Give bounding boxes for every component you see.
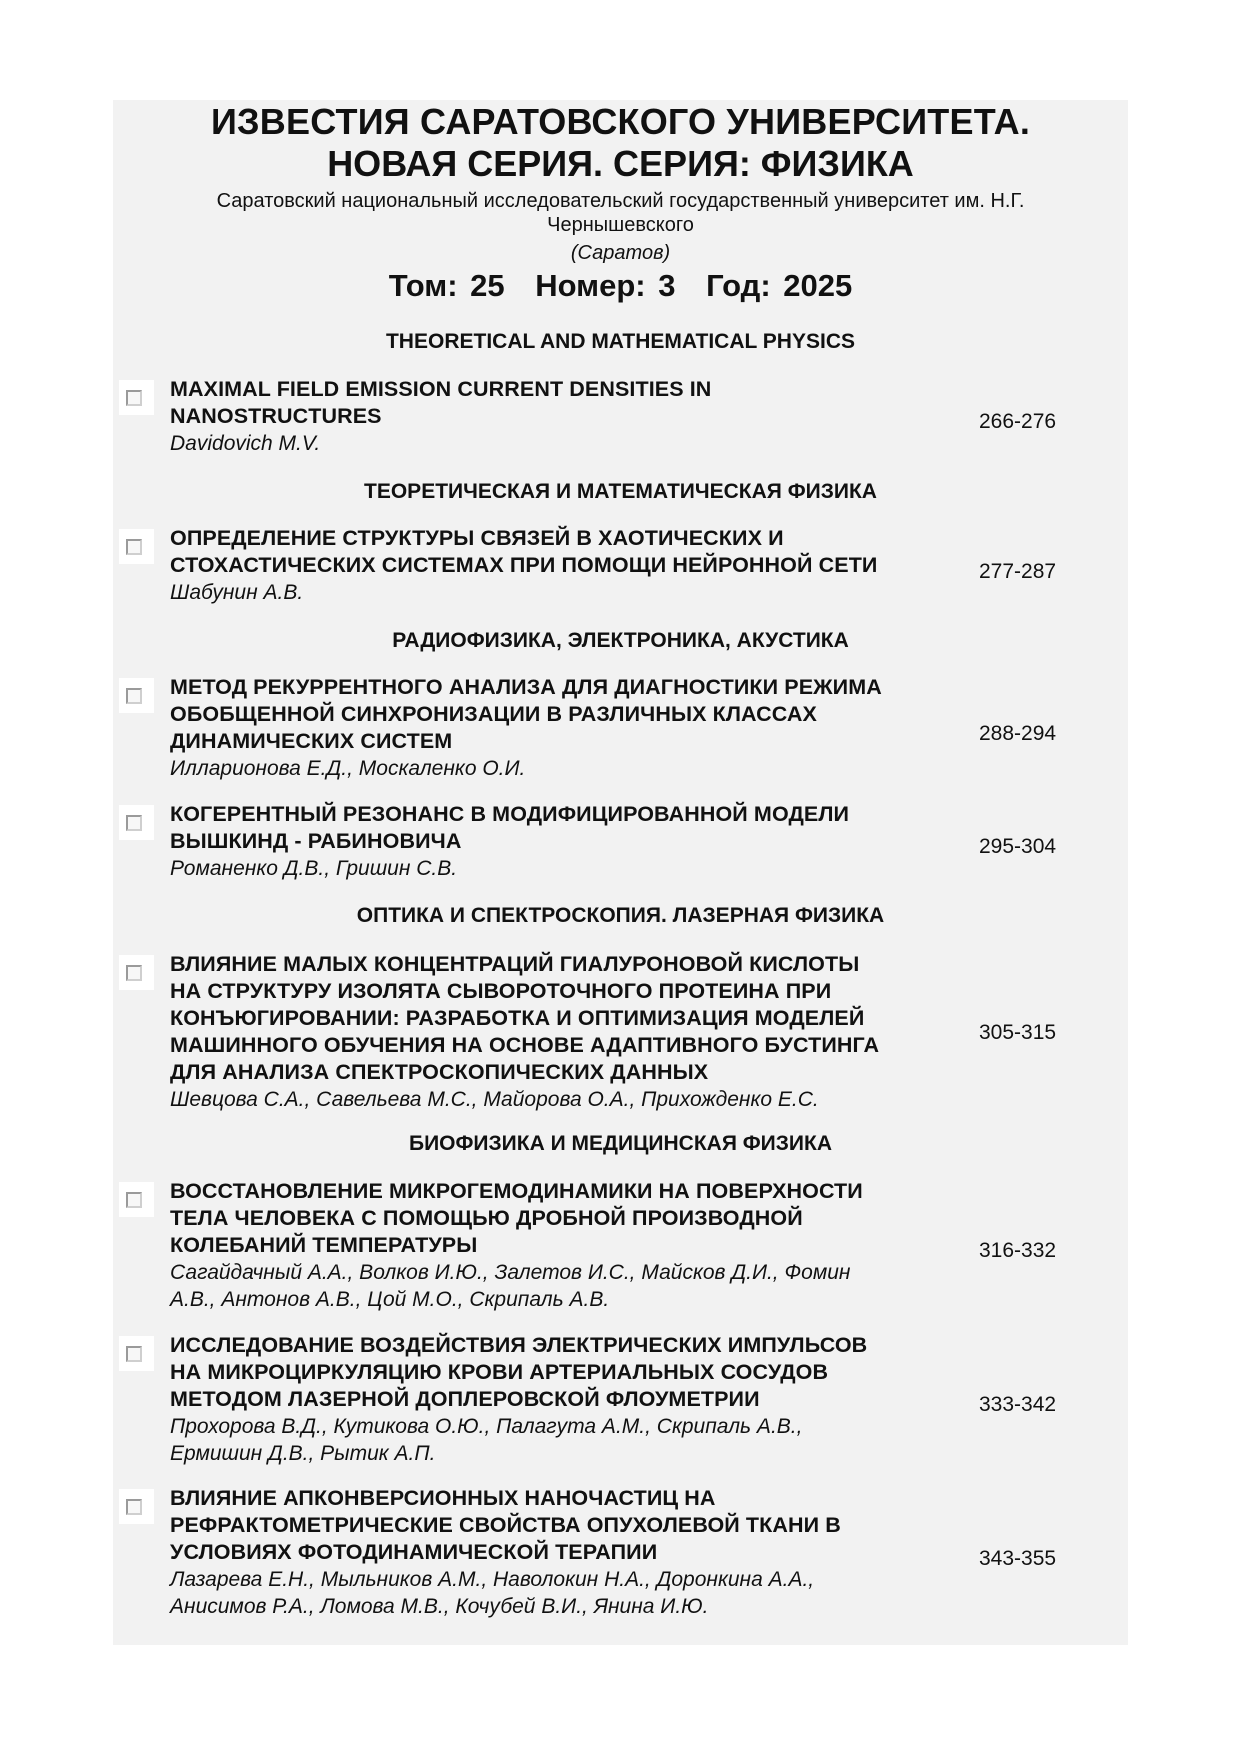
title-line: КОНЪЮГИРОВАНИИ: РАЗРАБОТКА И ОПТИМИЗАЦИЯ МОДЕЛЕЙ xyxy=(170,1006,865,1030)
authors-line: Лазарева Е.Н., Мыльников А.М., Наволокин Н.А., Доронкина А.А., xyxy=(170,1568,815,1591)
checkbox-icon xyxy=(126,1346,142,1362)
article-pages: 305-315 xyxy=(979,1021,1057,1044)
section-heading: БИОФИЗИКА И МЕДИЦИНСКАЯ ФИЗИКА xyxy=(408,1132,832,1155)
authors-line: А.В., Антонов А.В., Цой М.О., Скрипаль А.В. xyxy=(170,1288,610,1311)
issue-number: Номер: 3 xyxy=(535,268,676,303)
title-line: ИССЛЕДОВАНИЕ ВОЗДЕЙСТВИЯ ЭЛЕКТРИЧЕСКИХ ИМПУЛЬСОВ xyxy=(170,1333,868,1357)
article-authors xyxy=(170,1086,960,1113)
article-pages: 333-342 xyxy=(979,1393,1057,1416)
journal-series: НОВАЯ СЕРИЯ. СЕРИЯ: ФИЗИКА xyxy=(327,143,914,184)
article-title[interactable] xyxy=(170,1332,960,1413)
title-line: НА СТРУКТУРУ ИЗОЛЯТА СЫВОРОТОЧНОГО ПРОТЕИНА ПРИ xyxy=(170,979,832,1003)
article-authors xyxy=(170,1566,960,1620)
checkbox-icon xyxy=(126,688,142,704)
year: Год: 2025 xyxy=(706,268,853,303)
journal-title: ИЗВЕСТИЯ САРАТОВСКОГО УНИВЕРСИТЕТА. xyxy=(210,101,1031,142)
article-pages: 343-355 xyxy=(979,1547,1057,1570)
section-heading: ОПТИКА И СПЕКТРОСКОПИЯ. ЛАЗЕРНАЯ ФИЗИКА xyxy=(356,904,885,927)
authors-line: Романенко Д.В., Гришин С.В. xyxy=(170,857,458,880)
publisher xyxy=(113,189,1128,237)
authors-line: Ермишин Д.В., Рытик А.П. xyxy=(170,1442,436,1465)
title-line: NANOSTRUCTURES xyxy=(170,404,382,428)
publisher-line: Чернышевского xyxy=(547,214,694,236)
article-pages: 266-276 xyxy=(979,410,1057,433)
title-line: MAXIMAL FIELD EMISSION CURRENT DENSITIES IN xyxy=(170,377,712,401)
title-line: НА МИКРОЦИРКУЛЯЦИЮ КРОВИ АРТЕРИАЛЬНЫХ СОСУДОВ xyxy=(170,1360,829,1384)
checkbox-icon xyxy=(126,390,142,406)
checkbox-icon xyxy=(126,965,142,981)
article-title[interactable] xyxy=(170,951,960,1086)
article-checkbox[interactable] xyxy=(119,380,154,415)
section-heading: THEORETICAL AND MATHEMATICAL PHYSICS xyxy=(385,330,855,353)
checkbox-icon xyxy=(126,815,142,831)
article-checkbox[interactable] xyxy=(119,1336,154,1371)
title-line: ДИНАМИЧЕСКИХ СИСТЕМ xyxy=(170,729,453,753)
title-line: КОГЕРЕНТНЫЙ РЕЗОНАНС В МОДИФИЦИРОВАННОЙ МОДЕЛИ xyxy=(170,802,850,826)
checkbox-icon xyxy=(126,539,142,555)
article-checkbox[interactable] xyxy=(119,678,154,713)
title-line: ВЛИЯНИЕ МАЛЫХ КОНЦЕНТРАЦИЙ ГИАЛУРОНОВОЙ КИСЛОТЫ xyxy=(170,952,860,976)
article-authors xyxy=(170,1259,960,1313)
title-line: МЕТОД РЕКУРРЕНТНОГО АНАЛИЗА ДЛЯ ДИАГНОСТИКИ РЕЖИМА xyxy=(170,675,882,699)
article-title[interactable] xyxy=(170,801,960,855)
article-checkbox[interactable] xyxy=(119,1182,154,1217)
title-line: УСЛОВИЯХ ФОТОДИНАМИЧЕСКОЙ ТЕРАПИИ xyxy=(170,1540,658,1564)
title-line: ОПРЕДЕЛЕНИЕ СТРУКТУРЫ СВЯЗЕЙ В ХАОТИЧЕСКИХ И xyxy=(170,526,784,550)
authors-line: Анисимов Р.А., Ломова М.В., Кочубей В.И., Янина И.Ю. xyxy=(170,1595,709,1618)
authors-line: Шевцова С.А., Савельева М.С., Майорова О.А., Прихожденко Е.С. xyxy=(170,1088,819,1111)
title-line: ВЛИЯНИЕ АПКОНВЕРСИОННЫХ НАНОЧАСТИЦ НА xyxy=(170,1486,716,1510)
title-line: РЕФРАКТОМЕТРИЧЕСКИЕ СВОЙСТВА ОПУХОЛЕВОЙ ТКАНИ В xyxy=(170,1513,841,1537)
authors-line: Сагайдачный А.А., Волков И.Ю., Залетов И.С., Майсков Д.И., Фомин xyxy=(170,1261,851,1284)
article-title[interactable] xyxy=(170,376,960,430)
article-authors xyxy=(170,755,960,782)
title-line: ВЫШКИНД - РАБИНОВИЧА xyxy=(170,829,462,853)
title-line: ВОССТАНОВЛЕНИЕ МИКРОГЕМОДИНАМИКИ НА ПОВЕРХНОСТИ xyxy=(170,1179,863,1203)
article-pages: 277-287 xyxy=(979,560,1057,583)
article-pages: 288-294 xyxy=(979,722,1057,745)
article-title[interactable] xyxy=(170,1485,960,1566)
checkbox-icon xyxy=(126,1192,142,1208)
article-authors xyxy=(170,579,960,606)
checkbox-icon xyxy=(126,1499,142,1515)
section-heading: РАДИОФИЗИКА, ЭЛЕКТРОНИКА, АКУСТИКА xyxy=(392,629,849,652)
article-pages: 316-332 xyxy=(979,1239,1057,1262)
volume: Том: 25 xyxy=(388,268,505,303)
publisher-line: Саратовский национальный исследовательский государственный университет им. Н.Г. xyxy=(216,190,1025,212)
article-checkbox[interactable] xyxy=(119,1489,154,1524)
article-authors xyxy=(170,430,960,457)
article-pages: 295-304 xyxy=(979,835,1057,858)
article-checkbox[interactable] xyxy=(119,805,154,840)
article-checkbox[interactable] xyxy=(119,529,154,564)
authors-line: Шабунин А.В. xyxy=(170,581,304,604)
authors-line: Davidovich M.V. xyxy=(170,432,321,455)
title-line: МЕТОДОМ ЛАЗЕРНОЙ ДОПЛЕРОВСКОЙ ФЛОУМЕТРИИ xyxy=(170,1387,760,1411)
title-line: ДЛЯ АНАЛИЗА СПЕКТРОСКОПИЧЕСКИХ ДАННЫХ xyxy=(170,1060,709,1084)
article-title[interactable] xyxy=(170,674,960,755)
authors-line: Прохорова В.Д., Кутикова О.Ю., Палагута А.М., Скрипаль А.В., xyxy=(170,1415,803,1438)
title-line: ТЕЛА ЧЕЛОВЕКА С ПОМОЩЬЮ ДРОБНОЙ ПРОИЗВОДНОЙ xyxy=(170,1206,803,1230)
title-line: ОБОБЩЕННОЙ СИНХРОНИЗАЦИИ В РАЗЛИЧНЫХ КЛАССАХ xyxy=(170,702,817,726)
article-authors xyxy=(170,855,960,882)
title-line: МАШИННОГО ОБУЧЕНИЯ НА ОСНОВЕ АДАПТИВНОГО БУСТИНГА xyxy=(170,1033,880,1057)
article-title[interactable] xyxy=(170,525,960,579)
section-heading: ТЕОРЕТИЧЕСКАЯ И МАТЕМАТИЧЕСКАЯ ФИЗИКА xyxy=(364,480,877,503)
city: (Саратов) xyxy=(570,242,671,264)
article-checkbox[interactable] xyxy=(119,955,154,990)
issue-info xyxy=(113,268,1128,304)
authors-line: Илларионова Е.Д., Москаленко О.И. xyxy=(170,757,526,780)
article-title[interactable] xyxy=(170,1178,960,1259)
title-line: КОЛЕБАНИЙ ТЕМПЕРАТУРЫ xyxy=(170,1233,478,1257)
article-authors xyxy=(170,1413,960,1467)
title-line: СТОХАСТИЧЕСКИХ СИСТЕМАХ ПРИ ПОМОЩИ НЕЙРОННОЙ СЕТИ xyxy=(170,553,878,577)
